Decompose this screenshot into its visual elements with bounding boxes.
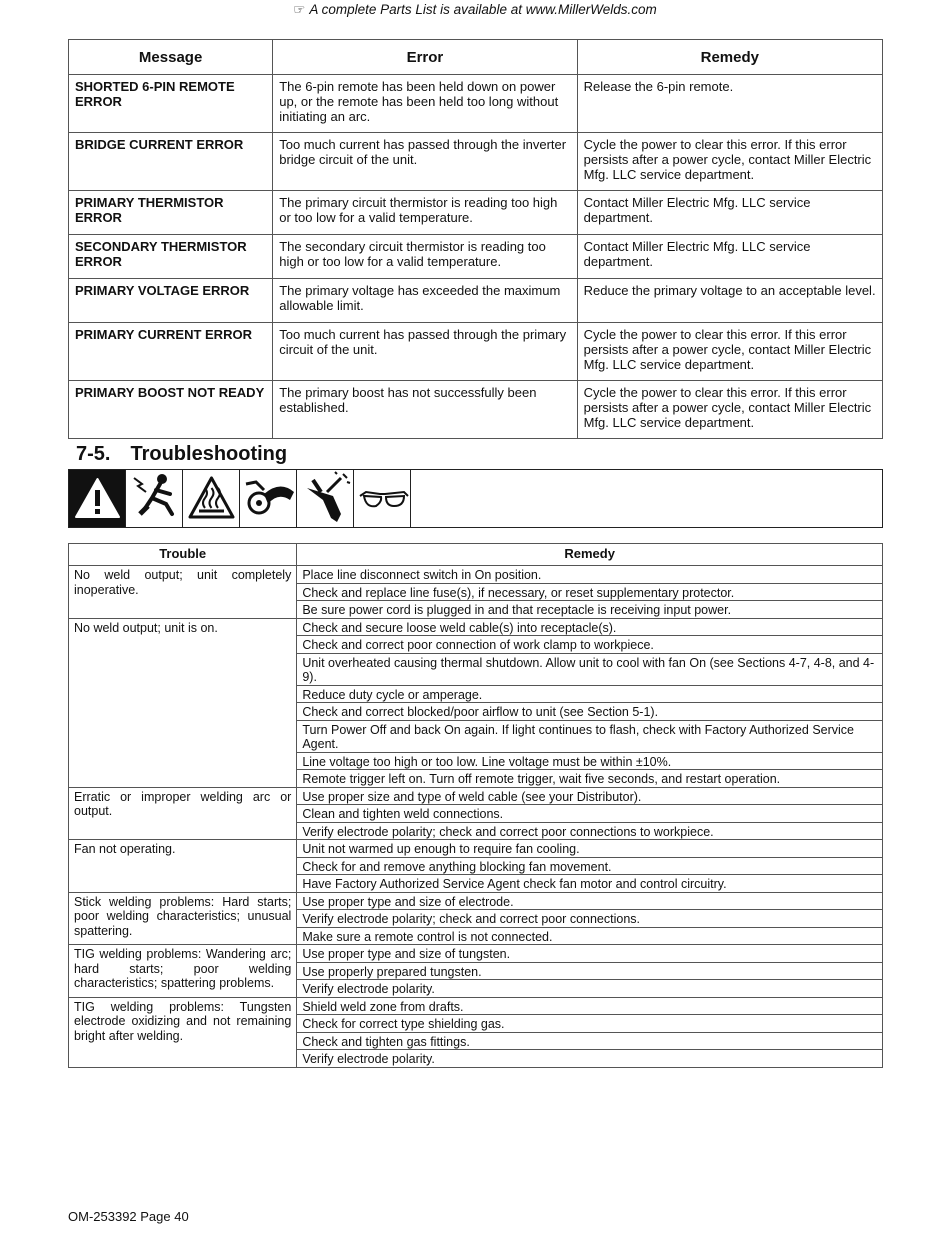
error-remedy-cell: Cycle the power to clear this error. If this error persists after a power cycle, contact Miller Electric Mfg. LLC service department.: [577, 323, 882, 381]
error-error-cell: The primary boost has not successfully been established.: [273, 381, 577, 439]
table-row: [69, 618, 883, 636]
moving-parts-icon: [240, 470, 297, 527]
remedy-cell: Check and correct poor connection of work clamp to workpiece.: [297, 636, 883, 654]
remedy-cell: Check for correct type shielding gas.: [297, 1015, 883, 1033]
remedy-cell: Check and correct blocked/poor airflow to unit (see Section 5-1).: [297, 703, 883, 721]
hazard-symbols-bar: [68, 469, 883, 528]
welding-arc-icon: [297, 470, 354, 527]
error-message-cell: SHORTED 6-PIN REMOTE ERROR: [69, 75, 273, 133]
remedy-cell: Unit overheated causing thermal shutdown. Allow unit to cool with fan On (see Sections 4-7, 4-8, and 4-9).: [297, 653, 883, 685]
remedy-cell: Check and replace line fuse(s), if necessary, or reset supplementary protector.: [297, 583, 883, 601]
parts-list-note: [0, 2, 950, 18]
error-error-cell: The primary circuit thermistor is reading too high or too low for a valid temperature.: [273, 191, 577, 235]
error-remedy-cell: Contact Miller Electric Mfg. LLC service department.: [577, 235, 882, 279]
remedy-cell: Reduce duty cycle or amperage.: [297, 685, 883, 703]
table-row: [69, 566, 883, 584]
error-message-cell: PRIMARY THERMISTOR ERROR: [69, 191, 273, 235]
table-row: [69, 787, 883, 805]
parts-list-note-text: A complete Parts List is available at www.MillerWelds.com: [309, 2, 657, 17]
remedy-cell: Turn Power Off and back On again. If light continues to flash, check with Factory Authorized Service Agent.: [297, 720, 883, 752]
error-error-cell: Too much current has passed through the inverter bridge circuit of the unit.: [273, 133, 577, 191]
error-table-row: [69, 323, 883, 381]
remedy-cell: Shield weld zone from drafts.: [297, 997, 883, 1015]
remedy-cell: Make sure a remote control is not connected.: [297, 927, 883, 945]
column-header-remedy: Remedy: [297, 544, 883, 566]
error-table-row: [69, 133, 883, 191]
error-remedy-cell: Cycle the power to clear this error. If this error persists after a power cycle, contact Miller Electric Mfg. LLC service department.: [577, 133, 882, 191]
error-table-row: [69, 191, 883, 235]
error-table-row: [69, 279, 883, 323]
error-error-cell: The primary voltage has exceeded the maximum allowable limit.: [273, 279, 577, 323]
remedy-cell: Be sure power cord is plugged in and that receptacle is receiving input power.: [297, 601, 883, 619]
remedy-cell: Unit not warmed up enough to require fan cooling.: [297, 840, 883, 858]
error-remedy-cell: Release the 6-pin remote.: [577, 75, 882, 133]
trouble-cell: Stick welding problems: Hard starts; poor welding characteristics; unusual spattering.: [69, 892, 297, 945]
remedy-cell: Use proper size and type of weld cable (see your Distributor).: [297, 787, 883, 805]
remedy-cell: Check for and remove anything blocking fan movement.: [297, 857, 883, 875]
trouble-cell: No weld output; unit completely inoperative.: [69, 566, 297, 619]
column-header-message: Message: [69, 40, 273, 75]
electric-shock-icon: [126, 470, 183, 527]
trouble-cell: No weld output; unit is on.: [69, 618, 297, 787]
remedy-cell: Check and secure loose weld cable(s) into receptacle(s).: [297, 618, 883, 636]
error-message-cell: BRIDGE CURRENT ERROR: [69, 133, 273, 191]
error-message-cell: PRIMARY VOLTAGE ERROR: [69, 279, 273, 323]
table-row: [69, 997, 883, 1015]
section-heading: [76, 443, 287, 466]
table-row: [69, 892, 883, 910]
error-remedy-cell: Reduce the primary voltage to an acceptable level.: [577, 279, 882, 323]
warning-icon: [69, 470, 126, 527]
error-error-cell: Too much current has passed through the primary circuit of the unit.: [273, 323, 577, 381]
remedy-cell: Verify electrode polarity.: [297, 980, 883, 998]
remedy-cell: Place line disconnect switch in On position.: [297, 566, 883, 584]
remedy-cell: Verify electrode polarity.: [297, 1050, 883, 1068]
table-row: [69, 945, 883, 963]
remedy-cell: Verify electrode polarity; check and correct poor connections to workpiece.: [297, 822, 883, 840]
safety-glasses-icon: [354, 470, 411, 527]
remedy-cell: Clean and tighten weld connections.: [297, 805, 883, 823]
table-row: [69, 840, 883, 858]
remedy-cell: Remote trigger left on. Turn off remote trigger, wait five seconds, and restart operation.: [297, 770, 883, 788]
column-header-error: Error: [273, 40, 577, 75]
error-message-cell: PRIMARY BOOST NOT READY: [69, 381, 273, 439]
section-title: Troubleshooting: [130, 443, 288, 465]
section-number: 7-5.: [76, 443, 111, 465]
page-footer: OM-253392 Page 40: [68, 1209, 189, 1224]
error-table-header-row: [69, 40, 883, 75]
trouble-table-header-row: [69, 544, 883, 566]
remedy-cell: Use proper type and size of electrode.: [297, 892, 883, 910]
remedy-cell: Have Factory Authorized Service Agent check fan motor and control circuitry.: [297, 875, 883, 893]
error-message-table: [68, 39, 883, 439]
error-table-row: [69, 235, 883, 279]
troubleshooting-table: [68, 543, 883, 1068]
trouble-cell: TIG welding problems: Tungsten electrode oxidizing and not remaining bright after welding.: [69, 997, 297, 1067]
column-header-remedy: Remedy: [577, 40, 882, 75]
error-message-cell: PRIMARY CURRENT ERROR: [69, 323, 273, 381]
pointing-hand-icon: ☞: [293, 2, 306, 17]
hot-surface-icon: [183, 470, 240, 527]
error-remedy-cell: Cycle the power to clear this error. If this error persists after a power cycle, contact Miller Electric Mfg. LLC service department.: [577, 381, 882, 439]
remedy-cell: Verify electrode polarity; check and correct poor connections.: [297, 910, 883, 928]
error-table-row: [69, 381, 883, 439]
error-table-row: [69, 75, 883, 133]
trouble-cell: Fan not operating.: [69, 840, 297, 893]
error-remedy-cell: Contact Miller Electric Mfg. LLC service department.: [577, 191, 882, 235]
remedy-cell: Use properly prepared tungsten.: [297, 962, 883, 980]
trouble-cell: Erratic or improper welding arc or output.: [69, 787, 297, 840]
column-header-trouble: Trouble: [69, 544, 297, 566]
trouble-cell: TIG welding problems: Wandering arc; hard starts; poor welding characteristics; spattering problems.: [69, 945, 297, 998]
error-message-cell: SECONDARY THERMISTOR ERROR: [69, 235, 273, 279]
remedy-cell: Line voltage too high or too low. Line voltage must be within ±10%.: [297, 752, 883, 770]
remedy-cell: Check and tighten gas fittings.: [297, 1032, 883, 1050]
remedy-cell: Use proper type and size of tungsten.: [297, 945, 883, 963]
error-error-cell: The 6-pin remote has been held down on power up, or the remote has been held too long without initiating an arc.: [273, 75, 577, 133]
error-error-cell: The secondary circuit thermistor is reading too high or too low for a valid temperature.: [273, 235, 577, 279]
